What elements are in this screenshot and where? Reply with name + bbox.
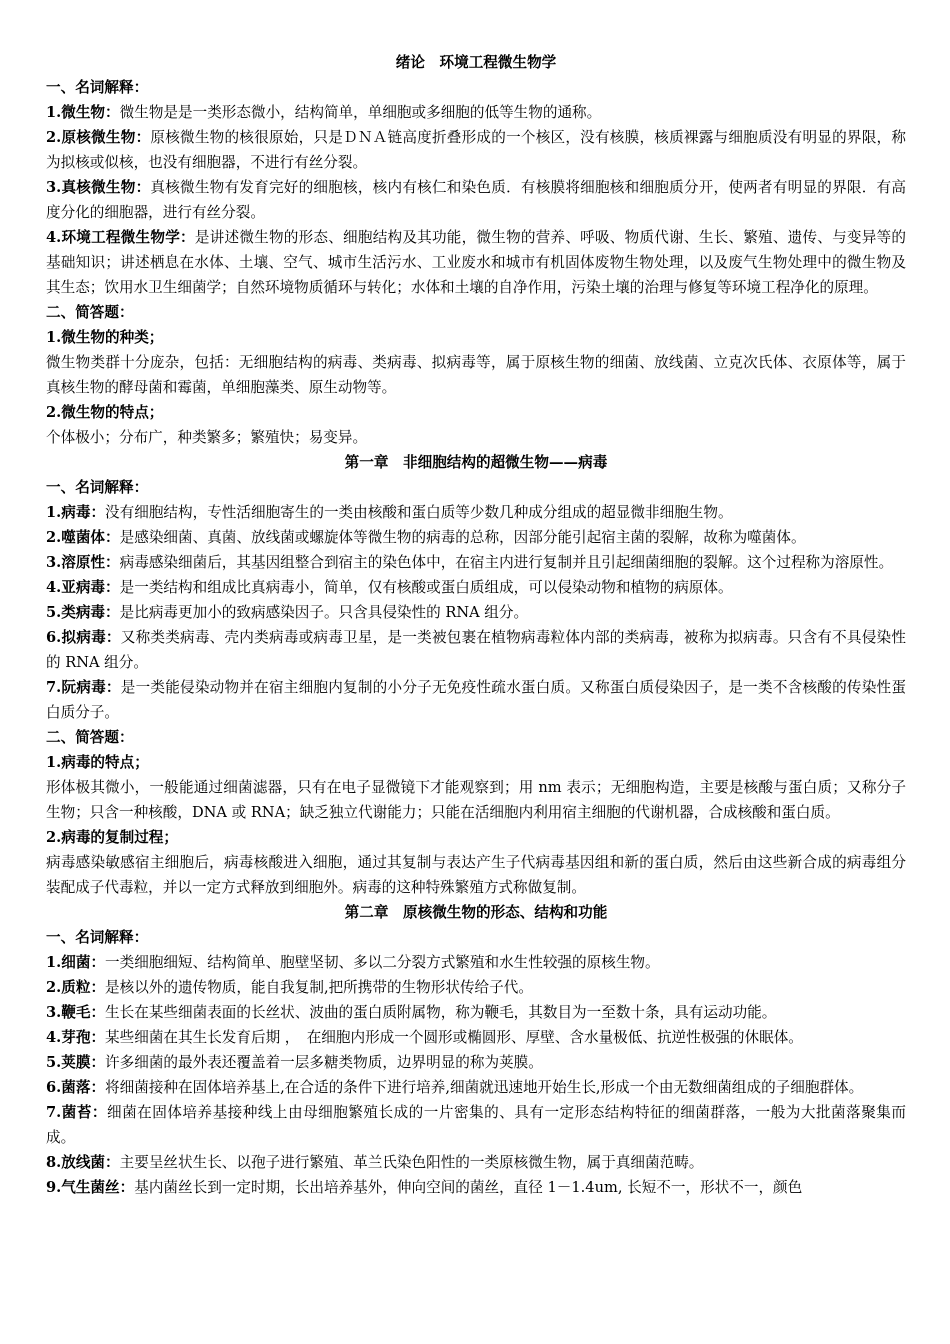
- definition-item: [46, 225, 906, 300]
- term-label: 5.荚膜: [46, 1054, 91, 1071]
- question: 1.微生物的种类；: [46, 329, 164, 346]
- term-sep: ：: [119, 1179, 135, 1196]
- term-label: 3.鞭毛: [46, 1004, 91, 1021]
- term-label: 2.噬菌体: [46, 529, 106, 546]
- term-label: 4.环境工程微生物学: [46, 229, 181, 246]
- term-sep: ：: [91, 1104, 107, 1121]
- term-definition: 许多细菌的最外表还覆盖着一层多糖类物质，边界明显的称为荚膜。: [105, 1054, 543, 1071]
- definition-item: [46, 575, 906, 600]
- definition-item: [46, 525, 906, 550]
- term-sep: ：: [135, 179, 151, 196]
- term-sep: ：: [105, 604, 120, 621]
- term-definition: 微生物是是一类形态微小，结构简单，单细胞或多细胞的低等生物的通称。: [119, 104, 602, 121]
- term-label: 3.溶原性: [46, 554, 106, 571]
- ch1-terms-heading: 一、名词解释：: [46, 479, 149, 496]
- term-sep: ：: [105, 579, 120, 596]
- term-definition: 一类细胞细短、结构简单、胞壁坚韧、多以二分裂方式繁殖和水生性较强的原核生物。: [105, 954, 660, 971]
- definition-item: [46, 625, 906, 675]
- term-definition: 是感染细菌、真菌、放线菌或螺旋体等微生物的病毒的总称，因部分能引起宿主菌的裂解，故称为噬菌体。: [119, 529, 806, 546]
- term-label: 6.菌落: [46, 1079, 91, 1096]
- question: 2.病毒的复制过程；: [46, 829, 178, 846]
- definition-item: [46, 550, 906, 575]
- answer: 微生物类群十分庞杂，包括：无细胞结构的病毒、类病毒、拟病毒等，属于原核生物的细菌、放线菌、立克次氏体、衣原体等，属于真核生物的酵母菌和霉菌，单细胞藻类、原生动物等。: [46, 354, 906, 396]
- answer: 病毒感染敏感宿主细胞后，病毒核酸进入细胞，通过其复制与表达产生子代病毒基因组和新的蛋白质，然后由这些新合成的病毒组分装配成子代毒粒，并以一定方式释放到细胞外。病毒的这种特殊繁殖方式称做复制。: [46, 854, 906, 896]
- section-title-intro: 绪论 环境工程微生物学: [395, 54, 557, 71]
- term-sep: ：: [90, 979, 106, 996]
- definition-item: [46, 1075, 906, 1100]
- definition-item: [46, 1025, 906, 1050]
- definition-item: [46, 1050, 906, 1075]
- term-definition: 是讲述微生物的形态、细胞结构及其功能，微生物的营养、呼吸、物质代谢、生长、繁殖、遗传、与变异等的基础知识；讲述栖息在水体、土壤、空气、城市生活污水、工业废水和城市有机固体废物生物处理，以及废气生物处理中的微生物及其生态；饮用水卫生细菌学；自然环境物质循环与转化；水体和土壤的自净作用，污染土壤的治理与修复等环境工程净化的原理。: [46, 229, 906, 296]
- term-definition: 病毒感染细菌后，其基因组整合到宿主的染色体中，在宿主内进行复制并且引起细菌细胞的裂解。这个过程称为溶原性。: [119, 554, 894, 571]
- term-sep: ：: [135, 129, 151, 146]
- term-sep: ：: [105, 679, 121, 696]
- term-label: 1.细菌: [46, 954, 91, 971]
- term-sep: ：: [90, 1054, 106, 1071]
- ch1-qa-heading: 二、简答题：: [46, 729, 134, 746]
- term-sep: ：: [90, 954, 106, 971]
- section-title-chapter-1: 第一章 非细胞结构的超微生物——病毒: [344, 454, 608, 471]
- term-label: 7.阮病毒: [46, 679, 106, 696]
- term-definition: 真核微生物有发育完好的细胞核，核内有核仁和染色质．有核膜将细胞核和细胞质分开，使两者有明显的界限．有高度分化的细胞器，进行有丝分裂。: [46, 179, 906, 221]
- definition-item: [46, 1100, 906, 1150]
- term-definition: 是核以外的遗传物质，能自我复制,把所携带的生物形状传给子代。: [105, 979, 533, 996]
- term-label: 3.真核微生物: [46, 179, 136, 196]
- term-definition: 是比病毒更加小的致病感染因子。只含具侵染性的 RNA 组分。: [119, 604, 529, 621]
- term-label: 1.病毒: [46, 504, 91, 521]
- term-sep: ：: [90, 1079, 106, 1096]
- term-sep: ：: [105, 104, 120, 121]
- term-label: 4.芽孢: [46, 1029, 91, 1046]
- section-title-chapter-2: 第二章 原核微生物的形态、结构和功能: [344, 904, 608, 921]
- term-definition: 主要呈丝状生长、以孢子进行繁殖、革兰氏染色阳性的一类原核微生物，属于真细菌范畴。: [119, 1154, 704, 1171]
- definition-item: [46, 1000, 906, 1025]
- term-sep: ：: [105, 529, 120, 546]
- definition-item: [46, 125, 906, 175]
- term-definition: 是一类能侵染动物并在宿主细胞内复制的小分子无免疫性疏水蛋白质。又称蛋白质侵染因子，是一类不含核酸的传染性蛋白质分子。: [46, 679, 906, 721]
- term-definition: 原核微生物的核很原始，只是ＤＮＡ链高度折叠形成的一个核区，没有核膜，核质裸露与细胞质没有明显的界限，称为拟核或似核，也没有细胞器，不进行有丝分裂。: [46, 129, 906, 171]
- term-label: 6.拟病毒: [46, 629, 106, 646]
- definition-item: [46, 175, 906, 225]
- definition-item: [46, 950, 906, 975]
- definition-item: [46, 100, 906, 125]
- definition-item: [46, 500, 906, 525]
- term-definition: 是一类结构和组成比真病毒小，简单，仅有核酸或蛋白质组成，可以侵染动物和植物的病原体。: [119, 579, 733, 596]
- term-label: 9.气生菌丝: [46, 1179, 120, 1196]
- term-definition: 生长在某些细菌表面的长丝状、波曲的蛋白质附属物，称为鞭毛，其数目为一至数十条，具有运动功能。: [105, 1004, 777, 1021]
- term-definition: 某些细菌在其生长发育后期 ， 在细胞内形成一个圆形或椭圆形、厚壁、含水量极低、抗逆性极强的休眠体。: [105, 1029, 803, 1046]
- term-sep: ：: [90, 1029, 106, 1046]
- answer: 形体极其微小，一般能通过细菌滤器，只有在电子显微镜下才能观察到；用 nm 表示；无细胞构造，主要是核酸与蛋白质；又称分子生物；只含一种核酸，DNA 或 RNA；缺乏独立代谢能力；只能在活细胞内利用宿主细胞的代谢机器，合成核酸和蛋白质。: [46, 779, 906, 821]
- term-label: 2.质粒: [46, 979, 91, 996]
- definition-item: [46, 675, 906, 725]
- definition-item: [46, 975, 906, 1000]
- term-sep: ：: [105, 629, 121, 646]
- term-label: 8.放线菌: [46, 1154, 106, 1171]
- term-sep: ：: [105, 554, 120, 571]
- term-definition: 基内菌丝长到一定时期，长出培养基外，伸向空间的菌丝，直径 1－1.4um, 长短不一，形状不一，颜色: [134, 1179, 803, 1196]
- answer: 个体极小；分布广，种类繁多；繁殖快；易变异。: [46, 429, 368, 446]
- term-definition: 又称类类病毒、壳内类病毒或病毒卫星，是一类被包裹在植物病毒粒体内部的类病毒，被称为拟病毒。只含有不具侵染性的 RNA 组分。: [46, 629, 906, 671]
- definition-item: [46, 1150, 906, 1175]
- term-label: 2.原核微生物: [46, 129, 136, 146]
- intro-terms-heading: 一、名词解释：: [46, 79, 149, 96]
- intro-qa-heading: 二、简答题：: [46, 304, 134, 321]
- term-label: 5.类病毒: [46, 604, 106, 621]
- term-definition: 细菌在固体培养基接种线上由母细胞繁殖长成的一片密集的、具有一定形态结构特征的细菌群落，一般为大批菌落聚集而成。: [46, 1104, 906, 1146]
- term-label: 4.亚病毒: [46, 579, 106, 596]
- term-sep: ：: [90, 1004, 106, 1021]
- term-sep: ：: [180, 229, 195, 246]
- question: 1.病毒的特点；: [46, 754, 149, 771]
- term-label: 1.微生物: [46, 104, 106, 121]
- term-sep: ：: [105, 1154, 120, 1171]
- term-sep: ：: [90, 504, 106, 521]
- term-definition: 没有细胞结构，专性活细胞寄生的一类由核酸和蛋白质等少数几种成分组成的超显微非细胞生物。: [105, 504, 733, 521]
- definition-item: [46, 600, 906, 625]
- term-definition: 将细菌接种在固体培养基上,在合适的条件下进行培养,细菌就迅速地开始生长,形成一个由无数细菌组成的子细胞群体。: [105, 1079, 864, 1096]
- definition-item: [46, 1175, 906, 1200]
- ch2-terms-heading: 一、名词解释：: [46, 929, 149, 946]
- term-label: 7.菌苔: [46, 1104, 92, 1121]
- question: 2.微生物的特点；: [46, 404, 164, 421]
